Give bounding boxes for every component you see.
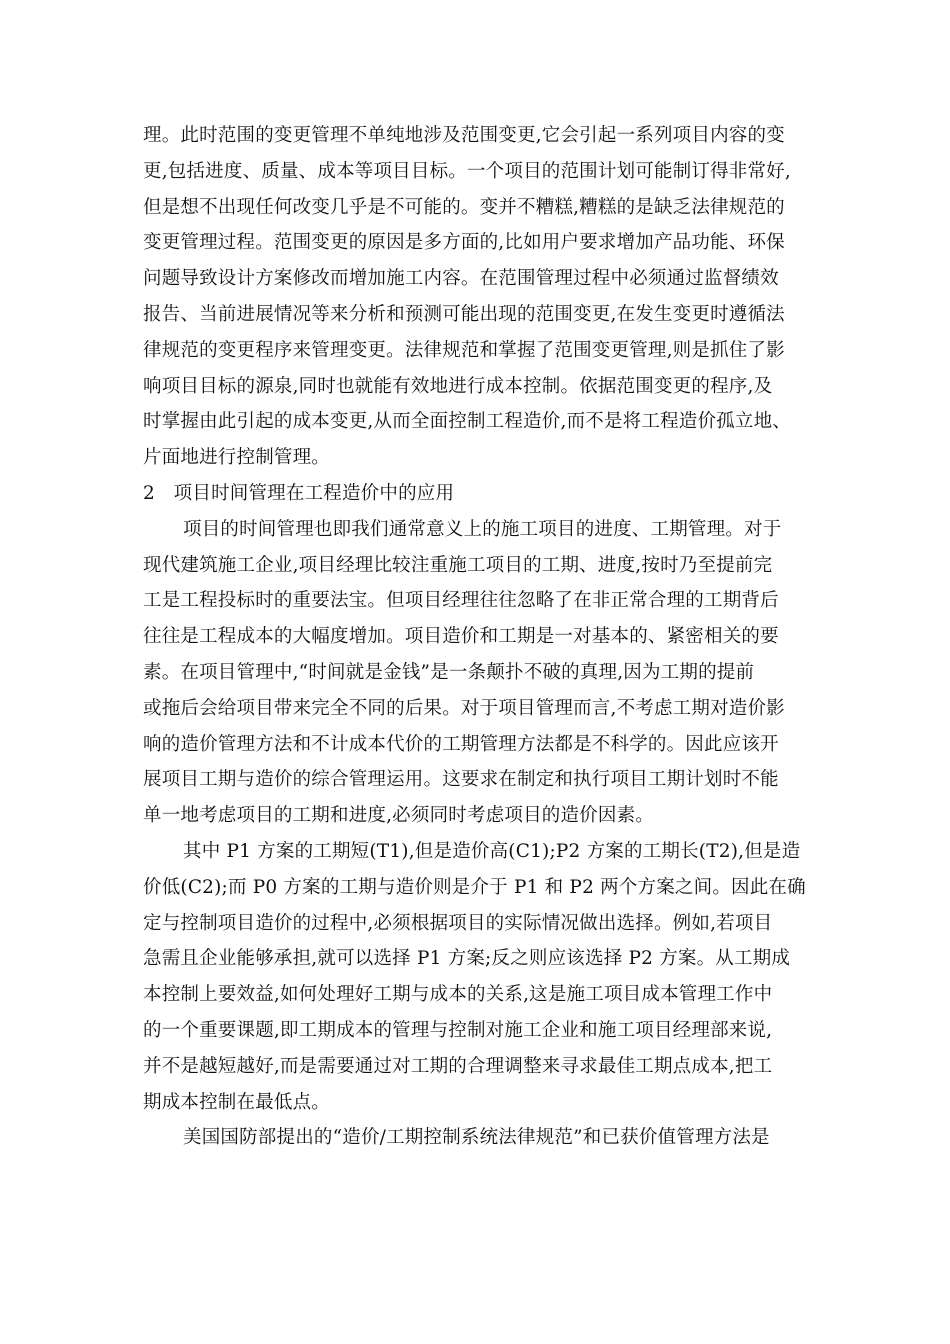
text-line: 素。在项目管理中,“时间就是金钱”是一条颠扑不破的真理,因为工期的提前	[143, 661, 755, 683]
text-line: 工是工程投标时的重要法宝。但项目经理往往忽略了在非正常合理的工期背后	[143, 590, 779, 612]
text-line: 理。此时范围的变更管理不单纯地涉及范围变更,它会引起一系列项目内容的变	[143, 125, 785, 146]
text-line: 其中 P1 方案的工期短(T1),但是造价高(C1);P2 方案的工期长(T2),但是造	[183, 840, 801, 862]
text-line: 期成本控制在最低点。	[143, 1091, 331, 1113]
document-body	[143, 118, 823, 1156]
text-line: 响项目目标的源泉,同时也就能有效地进行成本控制。依据范围变更的程序,及	[143, 375, 773, 397]
text-line: 单一地考虑项目的工期和进度,必须同时考虑项目的造价因素。	[143, 805, 654, 827]
text-line: 更,包括进度、质量、成本等项目目标。一个项目的范围计划可能制订得非常好,	[143, 160, 791, 182]
text-line: 并不是越短越好,而是需要通过对工期的合理调整来寻求最佳工期点成本,把工	[143, 1055, 773, 1077]
text-line: 急需且企业能够承担,就可以选择 P1 方案;反之则应该选择 P2 方案。从工期成	[143, 948, 791, 970]
text-line: 响的造价管理方法和不计成本代价的工期管理方法都是不科学的。因此应该开	[143, 733, 779, 755]
text-line: 变更管理过程。范围变更的原因是多方面的,比如用户要求增加产品功能、环保	[143, 232, 785, 254]
text-line: 现代建筑施工企业,项目经理比较注重施工项目的工期、进度,按时乃至提前完	[143, 554, 773, 576]
text-line: 美国国防部提出的“造价/工期控制系统法律规范”和已获价值管理方法是	[183, 1127, 770, 1149]
text-line: 或拖后会给项目带来完全不同的后果。对于项目管理而言,不考虑工期对造价影	[143, 697, 785, 719]
text-line: 的一个重要课题,即工期成本的管理与控制对施工企业和施工项目经理部来说,	[143, 1019, 773, 1041]
text-line: 片面地进行控制管理。	[143, 447, 331, 469]
text-line: 律规范的变更程序来管理变更。法律规范和掌握了范围变更管理,则是抓住了影	[143, 339, 785, 361]
text-line: 问题导致设计方案修改而增加施工内容。在范围管理过程中必须通过监督绩效	[143, 268, 779, 290]
text-line: 时掌握由此引起的成本变更,从而全面控制工程造价,而不是将工程造价孤立地、	[143, 411, 791, 433]
text-line: 但是想不出现任何改变几乎是不可能的。变并不糟糕,糟糕的是缺乏法律规范的	[143, 196, 785, 218]
text-line: 定与控制项目造价的过程中,必须根据项目的实际情况做出选择。例如,若项目	[143, 912, 773, 934]
section-heading: 2 项目时间管理在工程造价中的应用	[143, 482, 455, 504]
text-line: 本控制上要效益,如何处理好工期与成本的关系,这是施工项目成本管理工作中	[143, 984, 773, 1006]
text-line: 价低(C2);而 P0 方案的工期与造价则是介于 P1 和 P2 两个方案之间。因此在确	[143, 876, 806, 898]
text-line: 展项目工期与造价的综合管理运用。这要求在制定和执行项目工期计划时不能	[143, 769, 779, 791]
text-line: 报告、当前进展情况等来分析和预测可能出现的范围变更,在发生变更时遵循法	[143, 303, 785, 325]
text-line: 项目的时间管理也即我们通常意义上的施工项目的进度、工期管理。对于	[183, 518, 782, 540]
text-line: 往往是工程成本的大幅度增加。项目造价和工期是一对基本的、紧密相关的要	[143, 626, 779, 648]
